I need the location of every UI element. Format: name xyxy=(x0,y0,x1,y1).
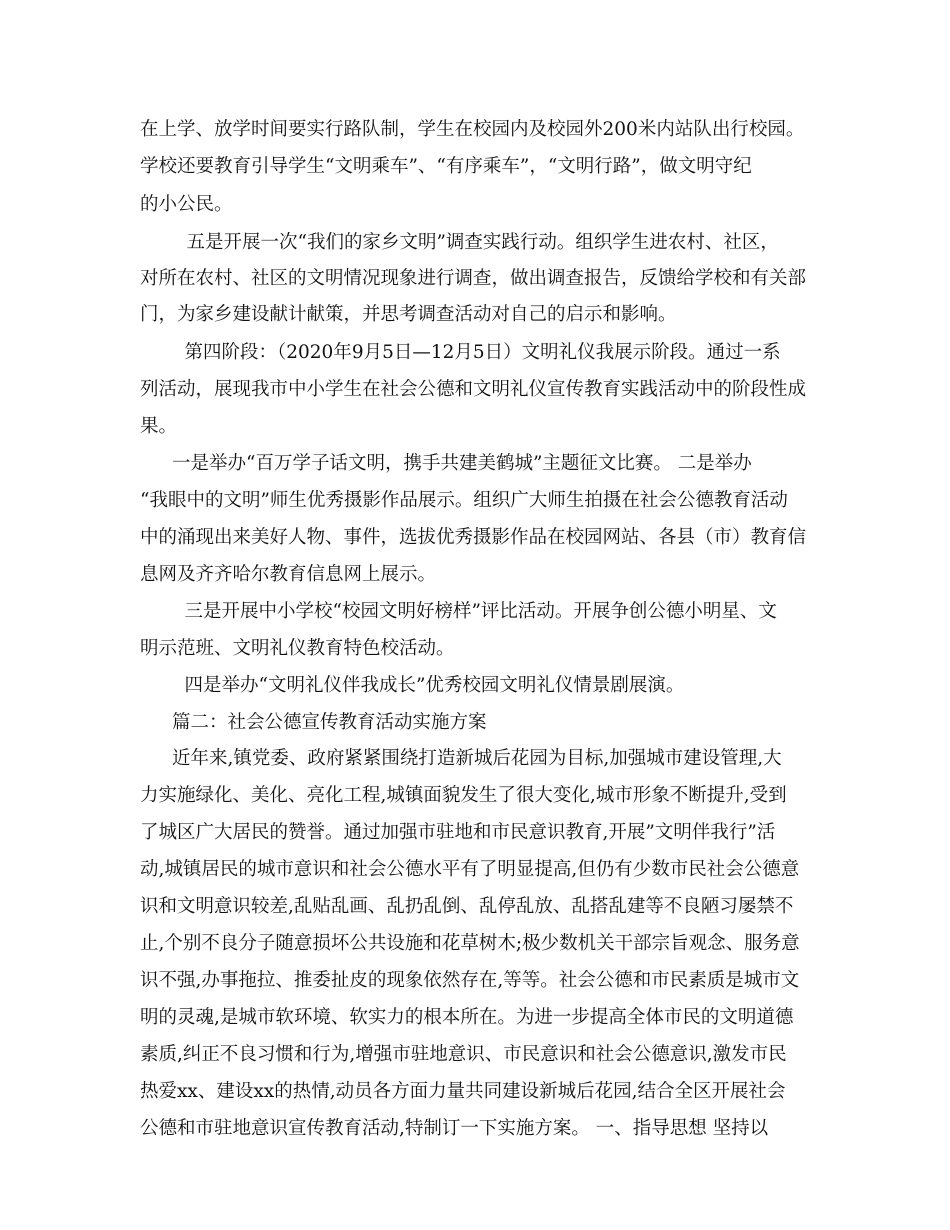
section-heading: 篇二：社会公德宣传教育活动实施方案 xyxy=(172,712,487,733)
text-line: 一是举办“百万学子话文明，携手共建美鹤城”主题征文比赛。 二是举办 xyxy=(172,453,752,474)
text-line: 三是开展中小学校“校园文明好榜样”评比活动。开展争创公德小明星、文 xyxy=(166,601,777,622)
text-line: 果。 xyxy=(140,416,178,437)
text-line: 明的灵魂,是城市软环境、软实力的根本所在。为进一步提高全体市民的文明道德 xyxy=(140,1007,794,1028)
text-line: 第四阶段：（2020年9月5日—12月5日）文明礼仪我展示阶段。通过一系 xyxy=(166,342,781,363)
text-line: 近年来,镇党委、政府紧紧围绕打造新城后花园为目标,加强城市建设管理,大 xyxy=(172,748,782,769)
text-line: 五是开展一次“我们的家乡文明”调查实践行动。组织学生进农村、社区， xyxy=(168,232,779,253)
text-line: 识和文明意识较差,乱贴乱画、乱扔乱倒、乱停乱放、乱搭乱建等不良陋习屡禁不 xyxy=(140,896,794,917)
text-line: 热爱xx、建设xx的热情,动员各方面力量共同建设新城后花园,结合全区开展社会 xyxy=(140,1081,786,1102)
text-line: 四是举办“文明礼仪伴我成长”优秀校园文明礼仪情景剧展演。 xyxy=(166,675,685,696)
text-line: 息网及齐齐哈尔教育信息网上展示。 xyxy=(140,564,437,585)
text-line: 学校还要教育引导学生“文明乘车”、“有序乘车”，“文明行路”，做文明守纪 xyxy=(140,156,752,177)
text-line: 识不强,办事拖拉、推委扯皮的现象依然存在,等等。社会公德和市民素质是城市文 xyxy=(140,970,800,991)
text-line: 中的涌现出来美好人物、事件，选拔优秀摄影作品在校园网站、各县（市）教育信 xyxy=(140,527,807,548)
text-line: 动,城镇居民的城市意识和社会公德水平有了明显提高,但仍有少数市民社会公德意 xyxy=(140,859,800,880)
text-line: “我眼中的文明”师生优秀摄影作品展示。组织广大师生拍摄在社会公德教育活动 xyxy=(140,490,788,511)
text-line: 列活动，展现我市中小学生在社会公德和文明礼仪宣传教育实践活动中的阶段性成 xyxy=(140,379,807,400)
text-line: 素质,纠正不良习惯和行为,增强市驻地意识、市民意识和社会公德意识,激发市民 xyxy=(140,1044,787,1065)
text-line: 的小公民。 xyxy=(140,194,233,215)
text-line: 公德和市驻地意识宣传教育活动,特制订一下实施方案。 一、指导思想 坚持以 xyxy=(140,1118,769,1139)
text-line: 在上学、放学时间要实行路队制，学生在校园内及校园外200米内站队出行校园。 xyxy=(140,119,805,140)
text-line: 力实施绿化、美化、亮化工程,城镇面貌发生了很大变化,城市形象不断提升,受到 xyxy=(140,785,787,806)
text-line: 明示范班、文明礼仪教育特色校活动。 xyxy=(140,638,455,659)
text-line: 了城区广大居民的赞誉。通过加强市驻地和市民意识教育,开展”文明伴我行”活 xyxy=(140,822,776,843)
text-line: 对所在农村、社区的文明情况现象进行调查，做出调查报告，反馈给学校和有关部 xyxy=(140,268,807,289)
text-line: 止,个别不良分子随意损坏公共设施和花草树木;极少数机关干部宗旨观念、服务意 xyxy=(140,933,800,954)
text-line: 门，为家乡建设献计献策，并思考调查活动对自己的启示和影响。 xyxy=(140,304,677,325)
